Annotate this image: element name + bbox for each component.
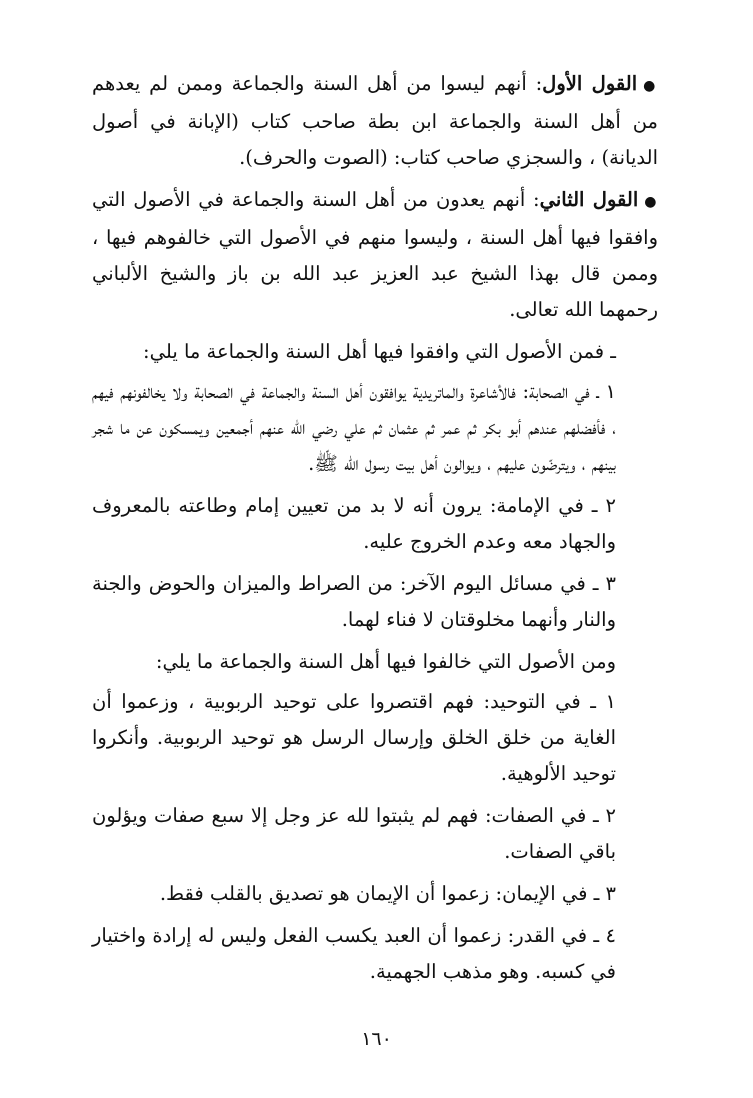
page-number: ١٦٠ xyxy=(361,1028,392,1050)
second-opinion-paragraph xyxy=(92,182,658,328)
first-opinion-term: القول الأول xyxy=(542,72,638,95)
bullet-icon: ● xyxy=(644,194,659,210)
differed-item-faith: ٣ ـ في الإيمان: زعموا أن الإيمان هو تصديق بالقلب فقط. xyxy=(159,882,616,905)
page-body xyxy=(92,66,658,990)
differed-item-attributes: ٢ ـ في الصفات: فهم لم يثبتوا لله عز وجل إلا سبع صفات ويؤلون باقي الصفات. xyxy=(92,804,616,863)
first-opinion-paragraph xyxy=(92,66,658,176)
differed-item-tawhid: ١ ـ في التوحيد: فهم اقتصروا على توحيد الربوبية ، وزعموا أن الغاية من خلق الخلق وإرسال الرسل هو توحيد الربوبية. وأنكروا توحيد الألوهية. xyxy=(92,690,616,785)
second-opinion-text: : أنهم يعدون من أهل السنة والجماعة في الأصول التي وافقوا فيها أهل السنة ، وليسوا منهم في الأصول التي خالفوهم فيها ، وممن قال بهذا الشيخ عبد العزيز عبد الله بن باز والشيخ الألباني رحمهما الله تعالى. xyxy=(92,188,658,321)
agreed-principles-heading: ـ فمن الأصول التي وافقوا فيها أهل السنة والجماعة ما يلي: xyxy=(143,340,616,363)
agreed-item-imamate: ٢ ـ في الإمامة: يرون أنه لا بد من تعيين إمام وطاعته بالمعروف والجهاد معه وعدم الخروج عليه. xyxy=(92,494,616,553)
agreed-item-last-day: ٣ ـ في مسائل اليوم الآخر: من الصراط والميزان والحوض والجنة والنار وأنهما مخلوقتان لا فناء لهما. xyxy=(92,572,616,631)
bullet-icon: ● xyxy=(643,78,658,94)
second-opinion-term: القول الثاني xyxy=(539,188,639,211)
agreed-item-companions: ١ ـ في الصحابة: فالأشاعرة والماتريدية يوافقون أهل السنة والجماعة في الصحابة ولا يخالفونهم فيهم ، فأفضلهم عندهم أبو بكر ثم عمر ثم عثمان ثم علي رضي الله عنهم أجمعين ويمسكون عن ما شجر بينهم ، ويترضّون عليهم ، ويوالون أهل بيت رسول الله ﷺ. xyxy=(92,380,616,475)
differed-principles-heading: ومن الأصول التي خالفوا فيها أهل السنة والجماعة ما يلي: xyxy=(155,650,616,673)
differed-item-decree: ٤ ـ في القدر: زعموا أن العبد يكسب الفعل وليس له إرادة واختيار في كسبه. وهو مذهب الجهمية. xyxy=(92,924,616,983)
first-opinion-text: : أنهم ليسوا من أهل السنة والجماعة وممن لم يعدهم من أهل السنة والجماعة ابن بطة صاحب كتاب (الإبانة في أصول الديانة) ، والسجزي صاحب كتاب: (الصوت والحرف). xyxy=(92,72,658,169)
